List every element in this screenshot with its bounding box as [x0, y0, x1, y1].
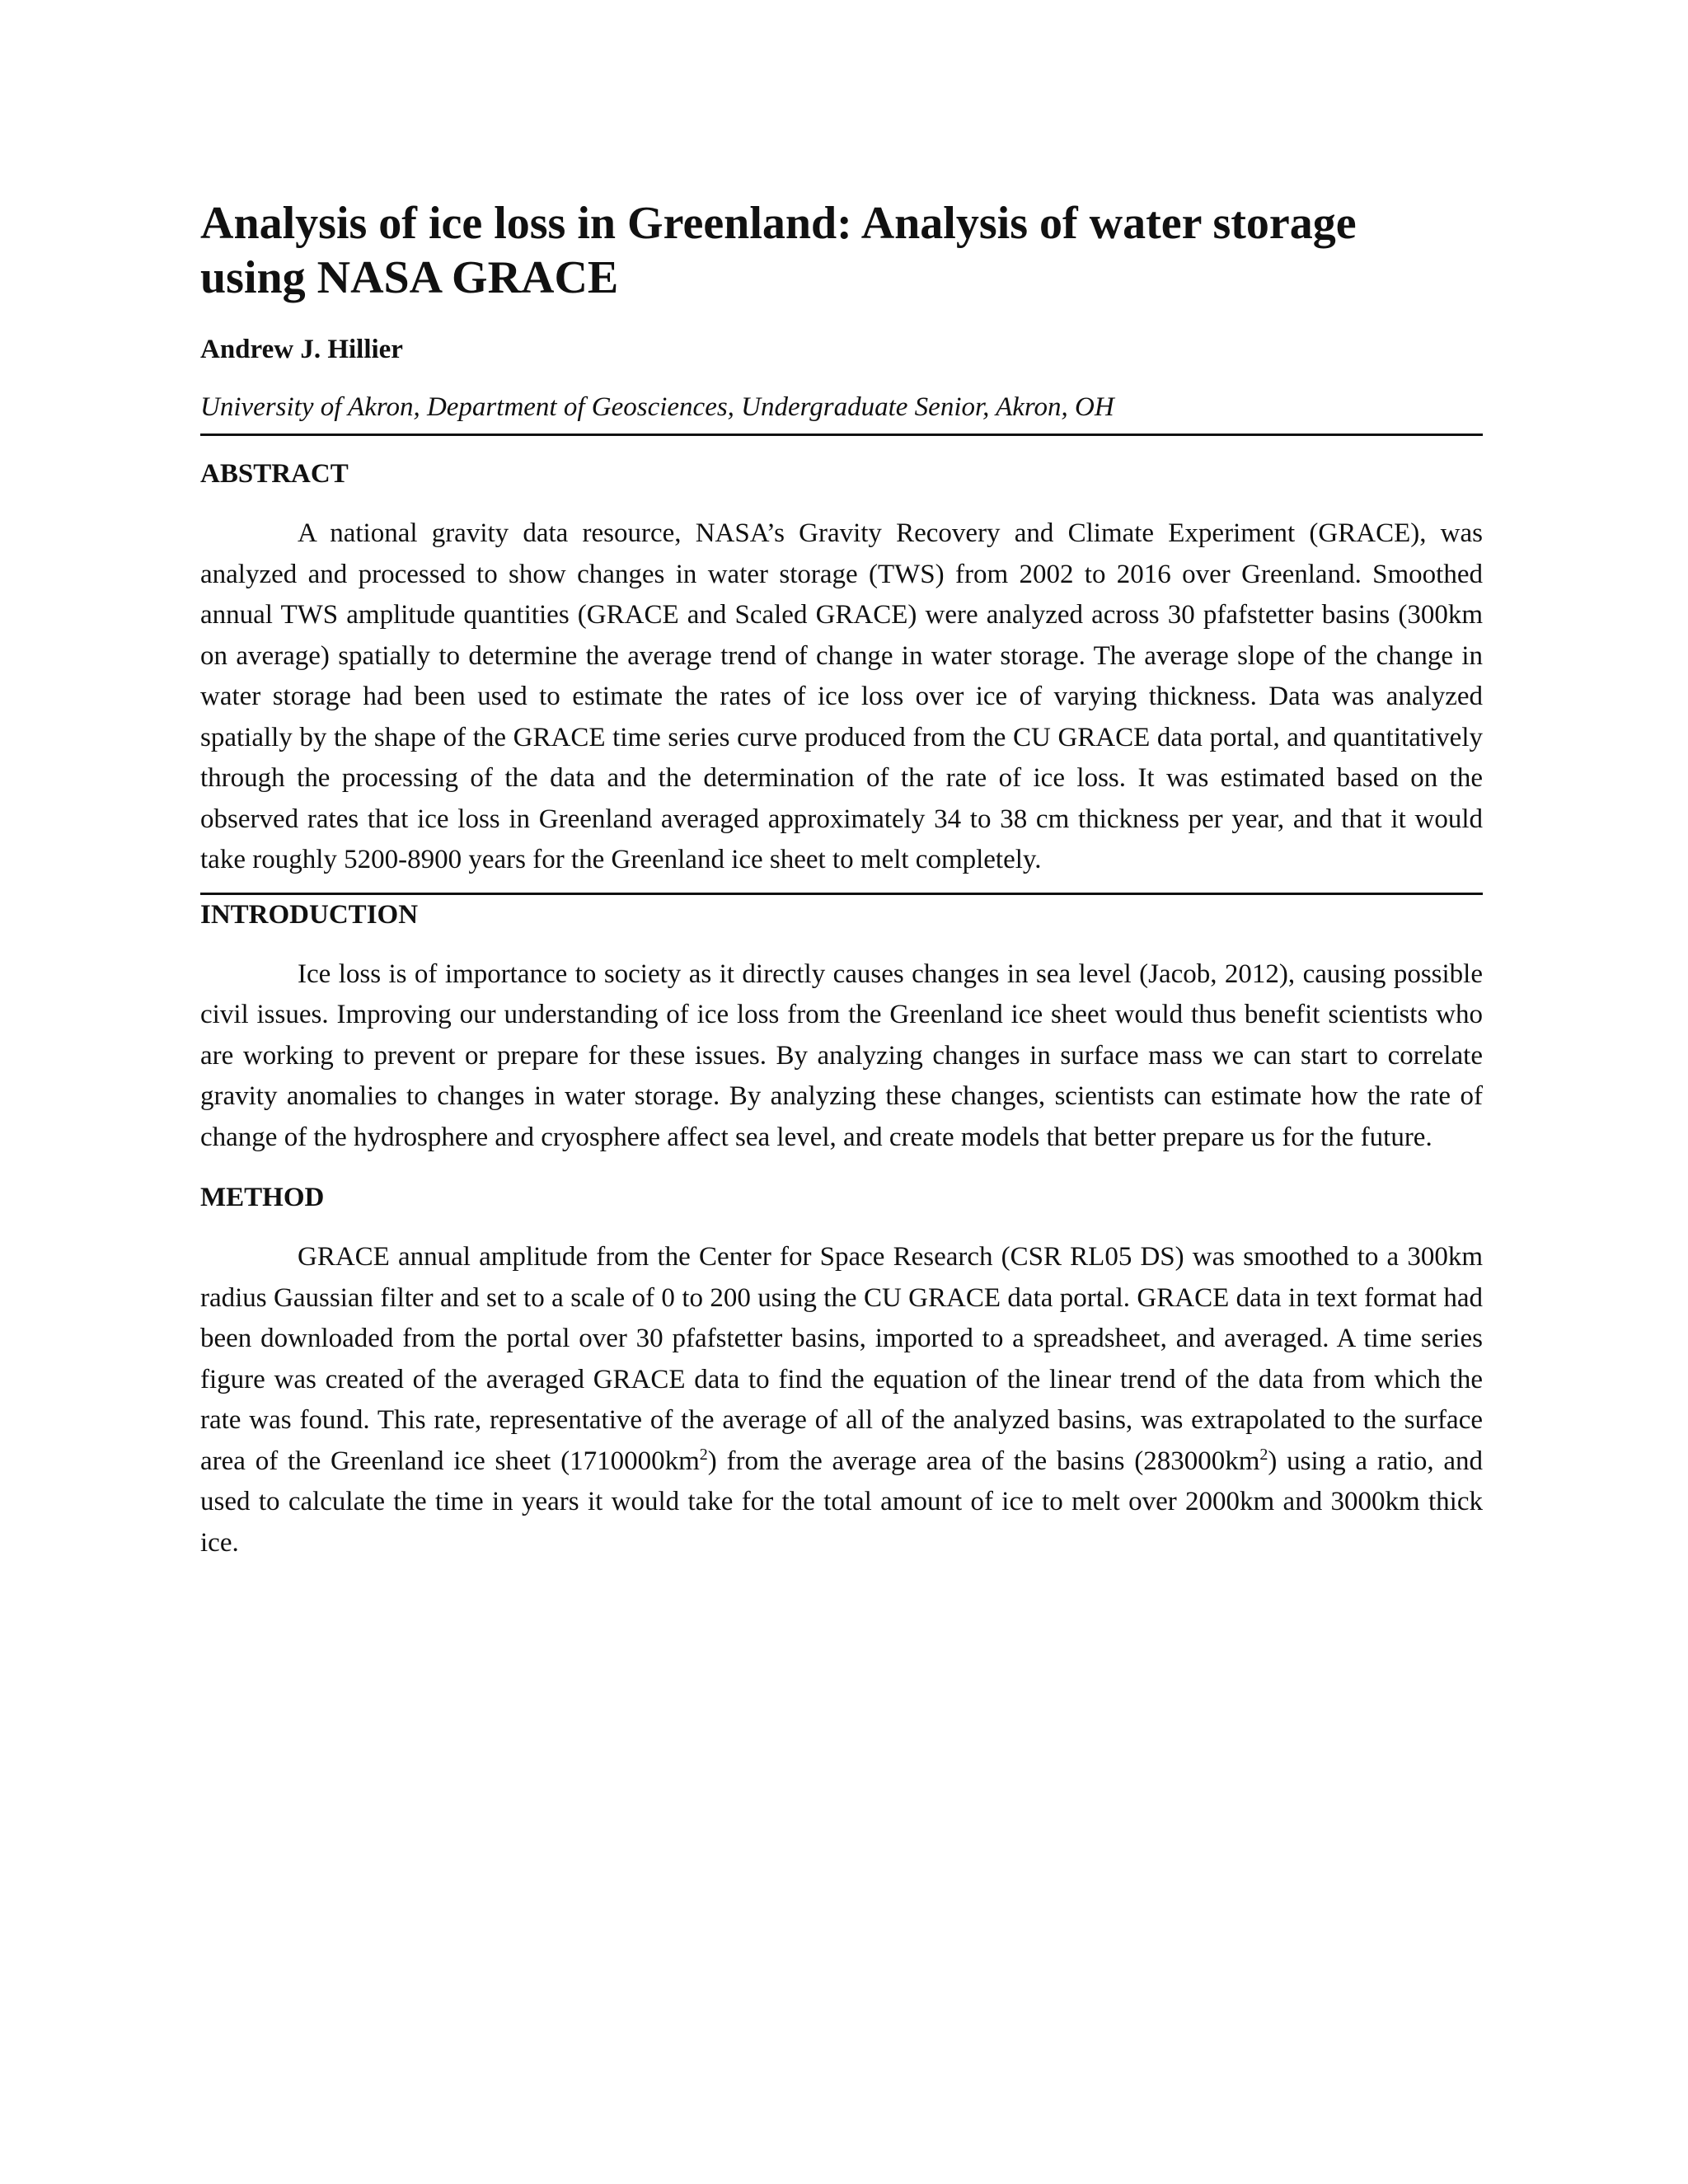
- introduction-text: Ice loss is of importance to society as it directly causes changes in sea level (Jacob, 2012), causing possible civil issues. Improving our understanding of ice loss from the Greenland ice sheet would thus benefit scientists who are working to prevent or prepare for these issues. By analyzing changes in surface mass we can start to correlate gravity anomalies to changes in water storage. By analyzing these changes, scientists can estimate how the rate of change of the hydrosphere and cryosphere affect sea level, and create models that better prepare us for the future.: [200, 958, 1483, 1152]
- abstract-heading: ABSTRACT: [200, 459, 349, 489]
- superscript-squared: 2: [1259, 1445, 1268, 1464]
- introduction-section: [200, 898, 1483, 1159]
- method-text: [200, 1237, 1483, 1563]
- paper-title: Analysis of ice loss in Greenland: Analysis of water storage using NASA GRACE: [200, 198, 1357, 303]
- abstract-text: A national gravity data resource, NASA’s Gravity Recovery and Climate Experiment (GRACE), was analyzed and processed to show changes in water storage (TWS) from 2002 to 2016 over Greenland. Smoothed annual TWS amplitude quantities (GRACE and Scaled GRACE) were analyzed across 30 pfafstetter basins (300km on average) spatially to determine the average trend of change in water storage. The average slope of the change in water storage had been used to estimate the rates of ice loss over ice of varying thickness. Data was analyzed spatially by the shape of the GRACE time series curve produced from the CU GRACE data portal, and quantitatively through the processing of the data and the determination of the rate of ice loss. It was estimated based on the observed rates that ice loss in Greenland averaged approximately 34 to 38 cm thickness per year, and that it would take roughly 5200-8900 years for the Greenland ice sheet to melt completely.: [200, 518, 1483, 874]
- introduction-heading: INTRODUCTION: [200, 899, 419, 930]
- author-affiliation: University of Akron, Department of Geosciences, Undergraduate Senior, Akron, OH: [200, 391, 1483, 436]
- method-text-part-1: GRACE annual amplitude from the Center for Space Research (CSR RL05 DS) was smoothed to a 300km radius Gaussian filter and set to a scale of 0 to 200 using the CU GRACE data portal. GRACE data in text format had been downloaded from the portal over 30 pfafstetter basins, imported to a spreadsheet, and averaged. A time series figure was created of the averaged GRACE data to find the equation of the linear trend of the data from which the rate was found. This rate, representative of the average of all of the analyzed basins, was extrapolated to the surface area of the Greenland ice sheet (1710000km: [200, 1242, 1483, 1476]
- method-text-part-2: ) from the average area of the basins (283000km: [707, 1446, 1260, 1476]
- method-heading: METHOD: [200, 1183, 325, 1212]
- abstract-section: [200, 457, 1483, 895]
- author-name: Andrew J. Hillier: [200, 335, 403, 364]
- method-text-part-3: ) using a ratio, and used to calculate the time in years it would take for the total amount of ice to melt over 2000km and 3000km thick ice.: [200, 1446, 1483, 1558]
- superscript-squared: 2: [699, 1445, 708, 1464]
- method-section: [200, 1181, 1483, 1563]
- paper-page: [200, 196, 1483, 1563]
